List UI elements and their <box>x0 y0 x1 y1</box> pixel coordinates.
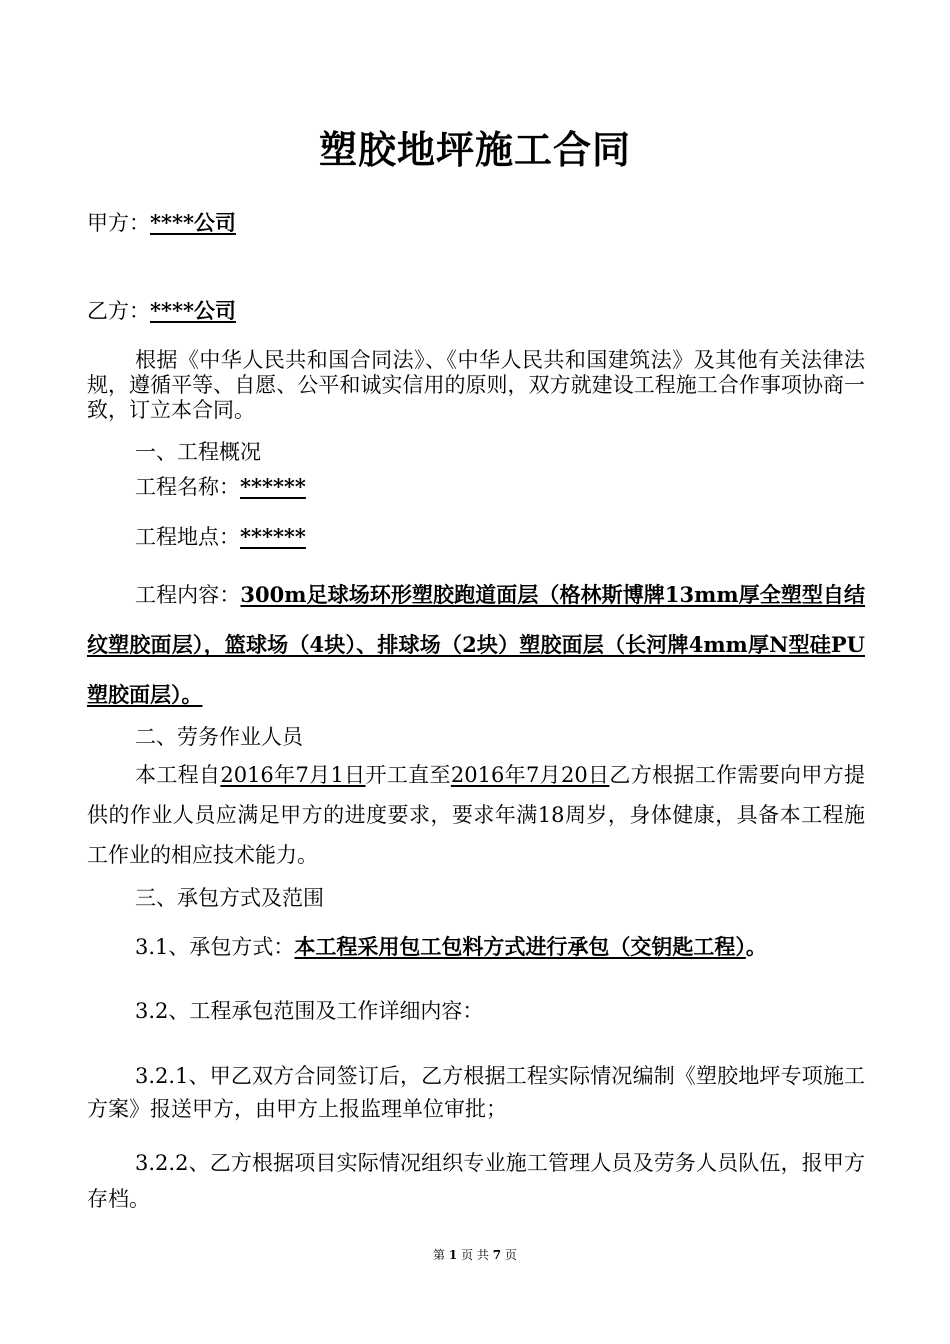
project-location-line <box>135 522 867 552</box>
item-3-1-label: 3.1、承包方式： <box>135 935 295 959</box>
project-content-paragraph <box>87 570 865 720</box>
page-footer <box>0 1247 950 1263</box>
item-3-2-2-paragraph <box>87 1145 865 1217</box>
footer-suffix: 页 <box>504 1248 517 1262</box>
section2-heading: 二、劳务作业人员 <box>135 725 303 749</box>
party-a-label: 甲方： <box>87 211 150 235</box>
project-name-label: 工程名称： <box>135 475 240 499</box>
item-3-2-1-paragraph <box>87 1060 865 1126</box>
item-3-1-end: 。 <box>745 934 767 959</box>
footer-total-pages: 7 <box>492 1248 502 1262</box>
project-location-label: 工程地点： <box>135 525 240 549</box>
section3-heading: 三、承包方式及范围 <box>135 886 324 910</box>
section2-text-c: 乙方根据工作需要向甲方提供的作业人员应满足甲方的进度要求，要求年满18周岁，身体健康，具备本工程施工作业的相应技术能力。 <box>87 763 866 867</box>
footer-page-number: 1 <box>448 1248 458 1262</box>
section2-text-a: 本工程自 <box>135 763 221 787</box>
footer-prefix: 第 <box>433 1248 446 1262</box>
item-3-2-1-text: 3.2.1、甲乙双方合同签订后，乙方根据工程实际情况编制《塑胶地坪专项施工方案》报送甲方，由甲方上报监理单位审批； <box>87 1064 865 1121</box>
section2-text-b: 开工直至 <box>365 763 451 787</box>
project-content-value: 300m足球场环形塑胶跑道面层（格林斯博牌13mm厚全塑型自结纹塑胶面层），篮球场（4块）、排球场（2块）塑胶面层（长河牌4mm厚N型硅PU塑胶面层）。 <box>87 582 866 707</box>
section2-paragraph <box>87 755 865 875</box>
party-b-label: 乙方： <box>87 299 150 323</box>
section1-heading: 一、工程概况 <box>135 440 261 464</box>
party-a-value: ****公司 <box>150 210 236 235</box>
intro-paragraph <box>87 348 865 423</box>
item-3-2-2-text: 3.2.2、乙方根据项目实际情况组织专业施工管理人员及劳务人员队伍，报甲方存档。 <box>87 1151 865 1211</box>
end-date: 2016年7月20日 <box>450 763 610 787</box>
start-date: 2016年7月1日 <box>220 763 366 787</box>
project-name-line <box>135 472 867 502</box>
project-name-value: ****** <box>240 474 306 499</box>
item-3-1 <box>135 932 867 962</box>
footer-middle: 页 共 <box>461 1248 489 1262</box>
project-content-label: 工程内容： <box>135 583 241 607</box>
item-3-2: 3.2、工程承包范围及工作详细内容： <box>135 999 484 1023</box>
party-b-line <box>87 296 867 326</box>
party-a-line <box>87 208 867 238</box>
project-location-value: ****** <box>240 524 306 549</box>
party-b-value: ****公司 <box>150 298 236 323</box>
item-3-1-value: 本工程采用包工包料方式进行承包（交钥匙工程） <box>294 934 746 959</box>
document-title: 塑胶地坪施工合同 <box>318 127 631 172</box>
intro-text: 根据《中华人民共和国合同法》、《中华人民共和国建筑法》及其他有关法律法规，遵循平等、自愿、公平和诚实信用的原则，双方就建设工程施工合作事项协商一致，订立本合同。 <box>87 348 865 422</box>
